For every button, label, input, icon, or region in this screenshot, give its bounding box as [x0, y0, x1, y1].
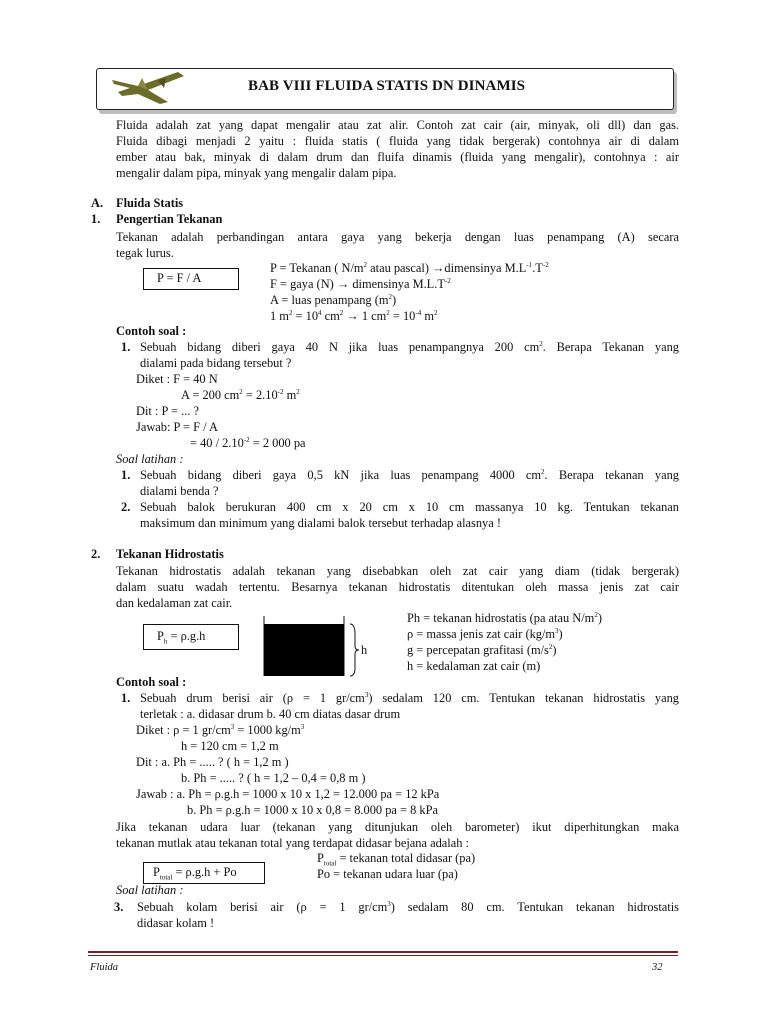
ex1-text: Sebuah bidang diberi gaya 40 N jika luas penampangnya 200 cm: [140, 340, 540, 354]
practice-heading: Soal latihan :: [116, 883, 184, 897]
practice-3-line-b: didasar kolam !: [137, 916, 215, 930]
section-2-number: 2.: [91, 547, 101, 561]
answer-line-2: = $40 / 2.10^{-2} = 2$ 000 pa: [190, 435, 306, 450]
asked-a: Dit : a. Ph = ..... ? ( h = 1,2 m ): [136, 755, 289, 769]
unit-conversion: 1 $m^2 = 10^4$ $cm^2 \to 1$ $cm^2 = 10^{-4}$ $m^2$: [270, 308, 438, 323]
definition-h: h = kedalaman zat cair (m): [407, 659, 541, 673]
answer-a: Jawab : a. Ph = ρ.g.h = 1000 x 10 x 1,2 = 12.000 pa = 12 kPa: [136, 787, 440, 801]
intro-paragraph: [116, 117, 679, 181]
conv-text: 1 m: [270, 309, 289, 323]
answer-line-1: Jawab: P = F / A: [136, 420, 218, 434]
example-1-line-b: dialami pada bidang tersebut ?: [140, 356, 292, 370]
practice-number: 1.: [121, 468, 131, 482]
intro-line: Fluida dibagi menjadi 2 yaitu : fluida statis ( fluida yang tidak bergerak) contohnya air di dalam: [116, 134, 679, 148]
section-a-title: Fluida Statis: [116, 196, 184, 210]
formula2-p: P: [153, 865, 160, 879]
known-f: Diket : F = 40 N: [136, 372, 218, 386]
desc-line: dan kedalaman zat cair.: [116, 596, 233, 610]
pressure-formula: P = F / A: [157, 271, 202, 285]
lat1-text: Sebuah bidang diberi gaya 0,5 kN jika luas penampang 4000 cm: [140, 468, 542, 482]
footer-rule: [88, 951, 678, 953]
def-ph-text: Ph = tekanan hidrostatis (pa atau N/m: [407, 611, 595, 625]
intro-line: mengalir dalam pipa, minyak yang mengalir dalam pipa.: [116, 166, 397, 180]
definition-ph: Ph = tekanan hidrostatis (pa atau $N/m^2$): [407, 610, 602, 625]
example-heading: Contoh soal :: [116, 675, 187, 689]
def-f-text: F = gaya (N) → dimensinya M.L.T: [270, 277, 445, 291]
example-number: 1.: [121, 340, 131, 354]
intro-line: Fluida adalah zat yang dapat mengalir atau zat alir. Contoh zat cair (air, minyak, oli dll) dan gas.: [116, 118, 679, 132]
definition-p: P = Tekanan ( $N/m^2$ atau pascal) →dimensinya $M.L^{-1}.T^{-2}$: [270, 260, 549, 275]
practice-number: 3.: [114, 900, 124, 914]
desc-line: tekanan mutlak atau tekanan total yang terdapat didasar bejana adalah :: [116, 836, 469, 850]
example-2-line-a: Sebuah drum berisi air (ρ = 1 $gr/cm^3$) sedalam 120 cm. Tentukan tekanan hidrostatis yang: [140, 690, 679, 705]
formula2-tail: = ρ.g.h + Po: [172, 865, 237, 879]
known-rho-tail: = 1000 kg/m: [234, 723, 301, 737]
pressure-formula-box: [143, 268, 239, 290]
practice-1-line-b: dialami benda ?: [140, 484, 219, 498]
example-number: 1.: [121, 691, 131, 705]
formula2-sub: total: [159, 873, 173, 882]
total-pressure-formula-box: [143, 862, 265, 884]
practice-number: 2.: [121, 500, 131, 514]
known-a: A = 200 $cm^2 = 2.10^{-2}$ $m^2$: [181, 387, 300, 402]
ptotal-p: P: [317, 851, 324, 865]
formula-sub: h: [163, 637, 168, 646]
asked: Dit : P = ... ?: [136, 404, 199, 418]
absolute-pressure-paragraph: [116, 819, 679, 851]
ptotal-tail: = tekanan total didasar (pa): [336, 851, 476, 865]
footer-rule: [88, 955, 678, 956]
def-rho-text: ρ = massa jenis zat cair (kg/m: [407, 627, 556, 641]
ptotal-sub: total: [323, 859, 337, 868]
example-2-line-b: terletak : a. didasar drum b. 40 cm diatas dasar drum: [140, 707, 401, 721]
lat1-tail: . Berapa tekanan yang: [544, 468, 680, 482]
known-h: h = 120 cm = 1,2 m: [181, 739, 279, 753]
known-rho: Diket : ρ = 1 $gr/cm^3 = 1000$ $kg/m^3$: [136, 722, 305, 737]
section-1-description: [116, 229, 679, 261]
example-heading: Contoh soal :: [116, 324, 187, 338]
definition-a: A = luas penampang $(m^2)$: [270, 292, 397, 307]
definition-rho: ρ = massa jenis zat cair $(kg/m^3)$: [407, 626, 563, 641]
hydrostatic-formula: [157, 629, 205, 644]
asked-b: b. Ph = ..... ? ( h = 1,2 – 0,4 = 0,8 m ): [181, 771, 366, 785]
airplane-logo-icon: [108, 66, 188, 106]
ex2-tail: ) sedalam 120 cm. Tentukan tekanan hidrostatis yang: [368, 691, 679, 705]
known-a-text: A = 200 cm: [181, 388, 240, 402]
section-1-title: Pengertian Tekanan: [116, 212, 223, 226]
footer-label: Fluida: [90, 962, 118, 973]
ex1-tail: . Berapa Tekanan yang: [542, 340, 680, 354]
section-a-number: A.: [91, 196, 104, 210]
hydrostatic-formula-box: [143, 624, 239, 650]
practice-heading: Soal latihan :: [116, 452, 184, 466]
def-g-text: g = percepatan grafitasi (m/s: [407, 643, 549, 657]
intro-line: ember atau bak, minyak di dalam drum dan fluifa dinamis (fluida yang mengalir), contohnya : air: [116, 150, 679, 164]
answer-b: b. Ph = ρ.g.h = 1000 x 10 x 0,8 = 8.000 pa = 8 kPa: [187, 803, 438, 817]
practice-3-line-a: Sebuah kolam berisi air (ρ = 1 $gr/cm^3$) sedalam 80 cm. Tentukan tekanan hidrostatis: [137, 899, 679, 914]
desc-line: Jika tekanan udara luar (tekanan yang ditunjukan oleh barometer) ikut diperhitungkan maka: [116, 820, 679, 834]
lat3-tail: ) sedalam 80 cm. Tentukan tekanan hidrostatis: [390, 900, 679, 914]
answer-2-text: = 40 / 2.10: [190, 436, 244, 450]
lat3-text: Sebuah kolam berisi air (ρ = 1 gr/cm: [137, 900, 388, 914]
section-2-description: [116, 563, 679, 611]
depth-label: h: [361, 643, 368, 657]
chapter-title: BAB VIII FLUIDA STATIS DN DINAMIS: [248, 78, 526, 94]
practice-1-line-a: Sebuah bidang diberi gaya 0,5 kN jika luas penampang 4000 $cm^2$. Berapa tekanan yang: [140, 467, 680, 482]
ex2-text: Sebuah drum berisi air (ρ = 1 gr/cm: [140, 691, 365, 705]
formula-p: P: [157, 629, 164, 643]
desc-line: Tekanan hidrostatis adalah tekanan yang disebabkan oleh zat cair yang diam (tidak bergerak): [116, 564, 679, 578]
section-1-number: 1.: [91, 212, 101, 226]
section-2-title: Tekanan Hidrostatis: [116, 547, 224, 561]
formula-tail: = ρ.g.h: [167, 629, 206, 643]
known-rho-text: Diket : ρ = 1 gr/cm: [136, 723, 231, 737]
definition-f: F = gaya (N) → dimensinya $M.L.T^{-2}$: [270, 276, 451, 291]
desc-line: dalam suatu wadah tertentu. Besarnya tekanan hidrostatis ditentukan oleh massa jenis zat cair: [116, 580, 679, 594]
definition-po: Po = tekanan udara luar (pa): [317, 867, 458, 881]
def-p-text: P = Tekanan ( N/m: [270, 261, 364, 275]
example-1-line-a: Sebuah bidang diberi gaya 40 N jika luas penampangnya 200 $cm^2$. Berapa Tekanan yang: [140, 339, 680, 354]
practice-2-line-b: maksimum dan minimum yang dialami balok tersebut terhadap alasnya !: [140, 516, 501, 530]
page-number: 32: [652, 962, 663, 973]
definition-ptotal: [317, 851, 475, 866]
def-p-tail: atau pascal) →dimensinya M.L: [367, 261, 527, 275]
answer-2-tail: = 2 000 pa: [249, 436, 306, 450]
total-pressure-formula: [153, 865, 237, 880]
desc-line: Tekanan adalah perbandingan antara gaya yang bekerja dengan luas penampang (A) secara: [116, 230, 679, 244]
def-a-text: A = luas penampang (m: [270, 293, 389, 307]
practice-2-line-a: Sebuah balok berukuran 400 cm x 20 cm x 10 cm massanya 10 kg. Tentukan tekanan: [140, 500, 679, 514]
desc-line: tegak lurus.: [116, 246, 174, 260]
definition-g: g = percepatan grafitasi $(m/s^2)$: [407, 642, 557, 657]
